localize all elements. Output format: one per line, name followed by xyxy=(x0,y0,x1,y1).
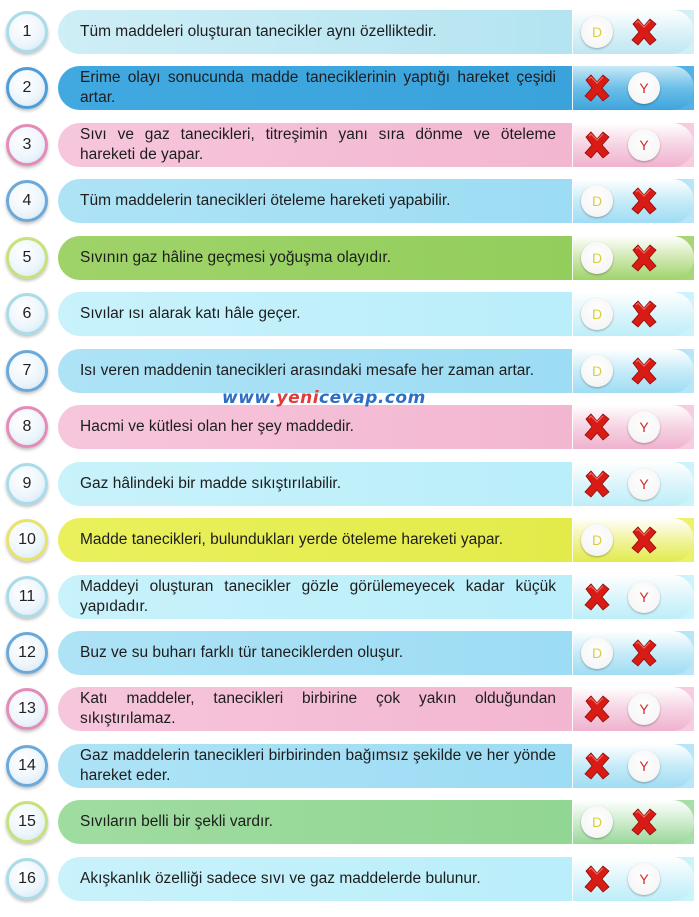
statement-text xyxy=(80,10,556,54)
statement-text xyxy=(80,462,556,506)
statement-row xyxy=(0,738,699,794)
statement-text xyxy=(80,744,556,788)
statement-row xyxy=(0,681,699,737)
statement-number: 5 xyxy=(6,237,48,279)
statement-text-content: Buz ve su buharı farklı tür taneciklerden oluşur. xyxy=(80,643,404,661)
cross-mark-icon[interactable] xyxy=(627,297,661,331)
false-option-button[interactable]: Y xyxy=(628,72,660,104)
statement-number: 3 xyxy=(6,124,48,166)
statement-text-content: Sıvılar ısı alarak katı hâle geçer. xyxy=(80,305,301,323)
statement-number: 15 xyxy=(6,801,48,843)
statement-number: 13 xyxy=(6,688,48,730)
true-option-button[interactable]: D xyxy=(581,185,613,217)
statement-text-content: Sıvıların belli bir şekli vardır. xyxy=(80,813,273,831)
statement-bar xyxy=(58,800,694,844)
statement-row xyxy=(0,117,699,173)
answer-panel xyxy=(572,857,694,901)
statement-text-content: Sıvının gaz hâline geçmesi yoğuşma olayıdır. xyxy=(80,248,392,266)
statement-text xyxy=(80,179,556,223)
statement-bar xyxy=(58,405,694,449)
cross-mark-icon[interactable] xyxy=(580,71,614,105)
statement-bar xyxy=(58,179,694,223)
statement-number: 10 xyxy=(6,519,48,561)
statement-bar xyxy=(58,687,694,731)
statement-number: 12 xyxy=(6,632,48,674)
statement-bar xyxy=(58,857,694,901)
statement-text xyxy=(80,518,556,562)
cross-mark-icon[interactable] xyxy=(580,467,614,501)
false-option-button[interactable]: Y xyxy=(628,750,660,782)
statement-text-content: Gaz maddelerin tanecikleri birbirinden bağımsız şekilde ve her yönde hareket eder. xyxy=(80,746,556,784)
answer-panel xyxy=(572,179,694,223)
statement-text xyxy=(80,857,556,901)
true-option-button[interactable]: D xyxy=(581,806,613,838)
true-option-button[interactable]: D xyxy=(581,242,613,274)
watermark-suffix: .com xyxy=(377,388,426,408)
cross-mark-icon[interactable] xyxy=(627,241,661,275)
statement-text xyxy=(80,405,556,449)
statement-number: 1 xyxy=(6,11,48,53)
cross-mark-icon[interactable] xyxy=(627,636,661,670)
statement-text xyxy=(80,687,556,731)
statement-bar xyxy=(58,518,694,562)
cross-mark-icon[interactable] xyxy=(580,580,614,614)
cross-mark-icon[interactable] xyxy=(627,805,661,839)
statement-row xyxy=(0,230,699,286)
statement-text xyxy=(80,631,556,675)
watermark-brand-b: cevap xyxy=(319,388,378,408)
statement-text xyxy=(80,236,556,280)
statement-text xyxy=(80,575,556,619)
statement-row xyxy=(0,512,699,568)
cross-mark-icon[interactable] xyxy=(627,15,661,49)
statement-row xyxy=(0,456,699,512)
statement-text-content: Gaz hâlindeki bir madde sıkıştırılabilir. xyxy=(80,474,342,492)
cross-mark-icon[interactable] xyxy=(627,354,661,388)
statement-number: 11 xyxy=(6,576,48,618)
statement-text xyxy=(80,66,556,110)
statement-row xyxy=(0,569,699,625)
statement-text-content: Isı veren maddenin tanecikleri arasındaki mesafe her zaman artar. xyxy=(80,361,535,379)
statement-row xyxy=(0,60,699,116)
statement-text-content: Tüm maddelerin tanecikleri öteleme hareketi yapabilir. xyxy=(80,192,451,210)
statement-bar xyxy=(58,236,694,280)
statement-number: 14 xyxy=(6,745,48,787)
cross-mark-icon[interactable] xyxy=(580,749,614,783)
true-option-button[interactable]: D xyxy=(581,16,613,48)
answer-panel xyxy=(572,292,694,336)
statement-bar xyxy=(58,462,694,506)
statement-number: 7 xyxy=(6,350,48,392)
statement-text xyxy=(80,292,556,336)
answer-panel xyxy=(572,66,694,110)
true-option-button[interactable]: D xyxy=(581,355,613,387)
answer-panel xyxy=(572,687,694,731)
false-option-button[interactable]: Y xyxy=(628,581,660,613)
statement-row xyxy=(0,173,699,229)
answer-panel xyxy=(572,10,694,54)
answer-panel xyxy=(572,800,694,844)
statement-row xyxy=(0,794,699,850)
statement-bar xyxy=(58,10,694,54)
cross-mark-icon[interactable] xyxy=(580,128,614,162)
false-option-button[interactable]: Y xyxy=(628,693,660,725)
statement-text-content: Erime olayı sonucunda madde taneciklerinin yaptığı hareket çeşidi artar. xyxy=(80,69,556,107)
false-option-button[interactable]: Y xyxy=(628,411,660,443)
statement-bar xyxy=(58,66,694,110)
answer-panel xyxy=(572,518,694,562)
answer-panel xyxy=(572,349,694,393)
true-option-button[interactable]: D xyxy=(581,298,613,330)
answer-panel xyxy=(572,575,694,619)
watermark-brand-a: yeni xyxy=(276,388,320,408)
statement-text-content: Sıvı ve gaz tanecikleri, titreşimin yanı sıra dönme ve öteleme hareketi de yapar. xyxy=(80,125,556,163)
watermark-prefix: www. xyxy=(222,388,277,408)
statement-text-content: Maddeyi oluşturan tanecikler gözle görülemeyecek kadar küçük yapıdadır. xyxy=(80,577,556,615)
false-option-button[interactable]: Y xyxy=(628,863,660,895)
answer-panel xyxy=(572,405,694,449)
cross-mark-icon[interactable] xyxy=(627,523,661,557)
statement-row xyxy=(0,625,699,681)
statement-bar xyxy=(58,292,694,336)
statement-number: 4 xyxy=(6,180,48,222)
statement-row xyxy=(0,286,699,342)
false-option-button[interactable]: Y xyxy=(628,129,660,161)
statement-bar xyxy=(58,631,694,675)
statement-row xyxy=(0,851,699,907)
statement-text-content: Hacmi ve kütlesi olan her şey maddedir. xyxy=(80,418,354,436)
statement-bar xyxy=(58,123,694,167)
watermark xyxy=(222,388,426,408)
statement-text xyxy=(80,800,556,844)
statement-text-content: Akışkanlık özelliği sadece sıvı ve gaz maddelerde bulunur. xyxy=(80,869,481,887)
statement-number: 6 xyxy=(6,293,48,335)
statement-number: 9 xyxy=(6,463,48,505)
cross-mark-icon[interactable] xyxy=(580,692,614,726)
statement-text-content: Katı maddeler, tanecikleri birbirine çok yakın olduğundan sıkıştırılamaz. xyxy=(80,690,556,728)
statement-bar xyxy=(58,744,694,788)
statement-row xyxy=(0,4,699,60)
answer-panel xyxy=(572,123,694,167)
statement-number: 16 xyxy=(6,858,48,900)
true-option-button[interactable]: D xyxy=(581,524,613,556)
statement-text xyxy=(80,123,556,167)
answer-panel xyxy=(572,744,694,788)
statement-text-content: Madde tanecikleri, bulundukları yerde öteleme hareketi yapar. xyxy=(80,531,504,549)
cross-mark-icon[interactable] xyxy=(580,862,614,896)
statement-number: 8 xyxy=(6,406,48,448)
cross-mark-icon[interactable] xyxy=(627,184,661,218)
statement-bar xyxy=(58,575,694,619)
statement-text-content: Tüm maddeleri oluşturan tanecikler aynı özelliktedir. xyxy=(80,23,437,40)
cross-mark-icon[interactable] xyxy=(580,410,614,444)
true-option-button[interactable]: D xyxy=(581,637,613,669)
statement-number: 2 xyxy=(6,67,48,109)
answer-panel xyxy=(572,631,694,675)
false-option-button[interactable]: Y xyxy=(628,468,660,500)
statement-bar xyxy=(58,349,694,393)
answer-panel xyxy=(572,462,694,506)
statement-text xyxy=(80,349,556,393)
answer-panel xyxy=(572,236,694,280)
